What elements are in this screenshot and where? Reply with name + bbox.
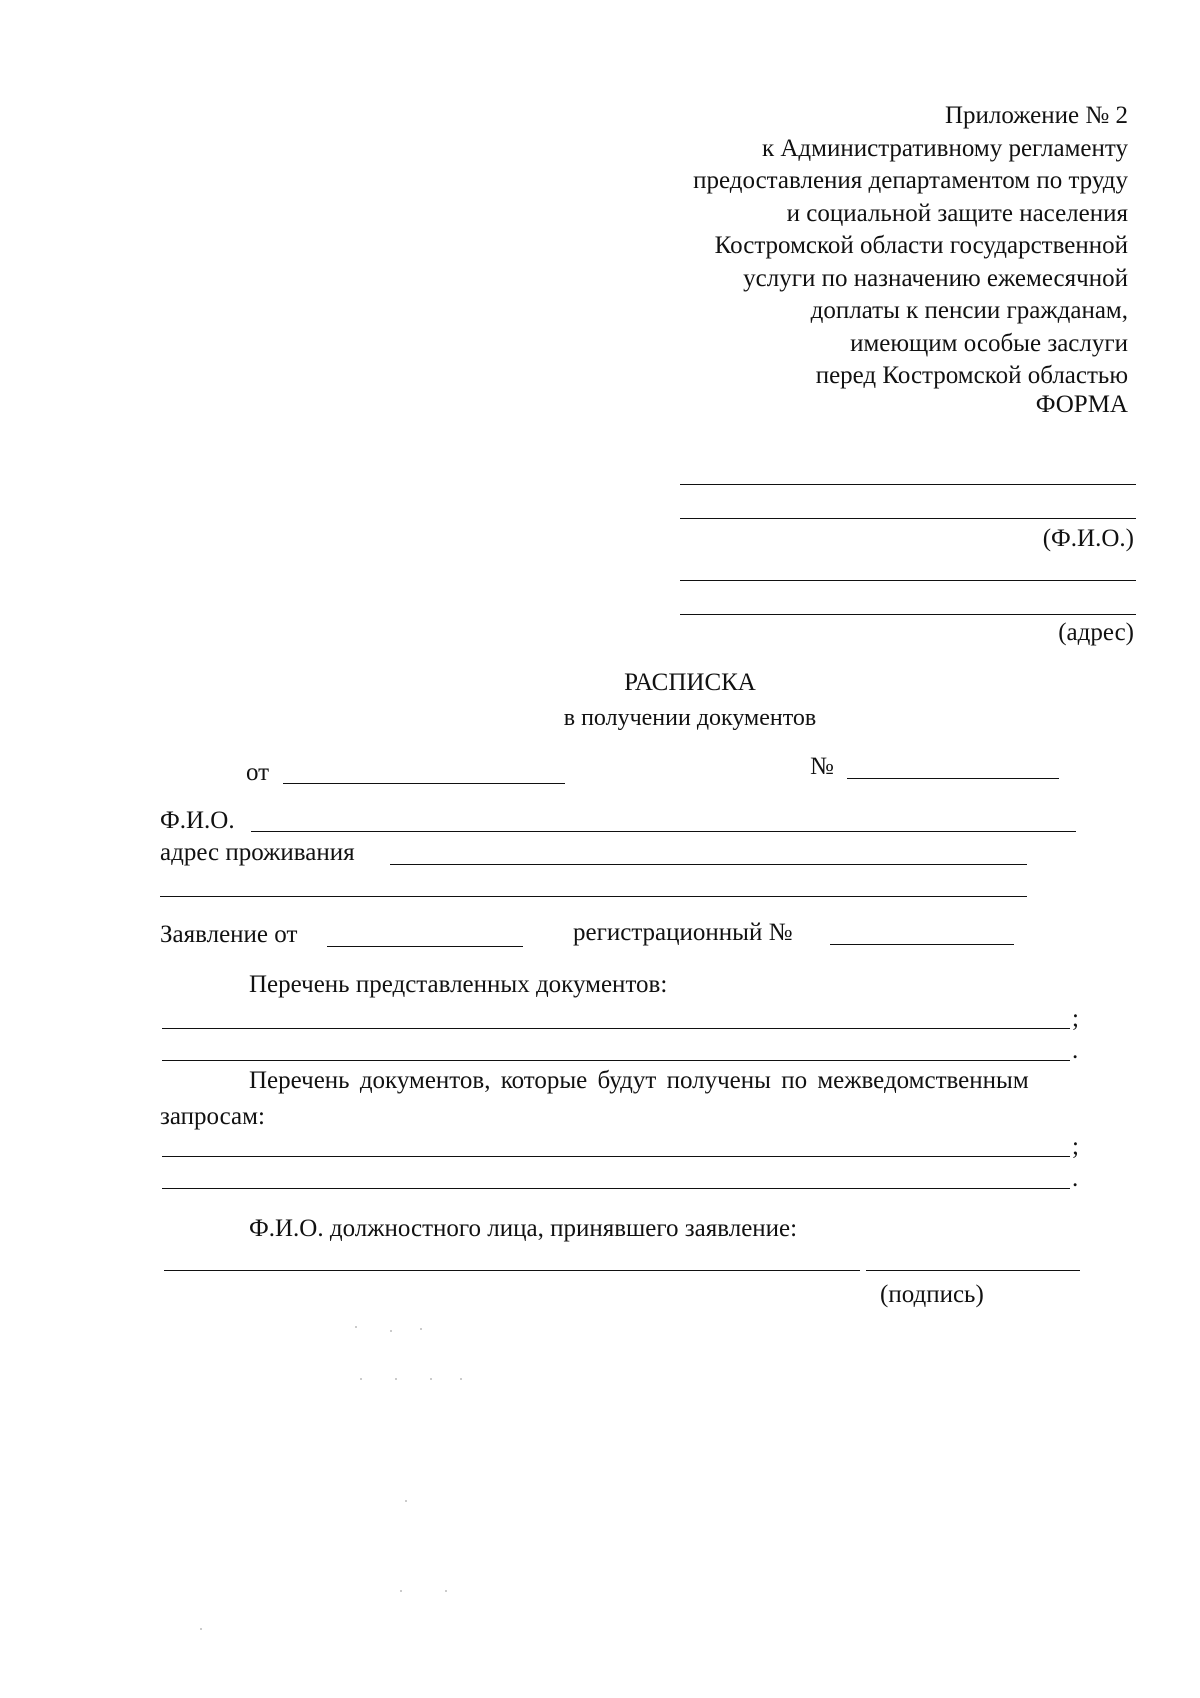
interagency-docs-label-continued: запросам: bbox=[160, 1103, 265, 1130]
from-date-field[interactable] bbox=[283, 783, 565, 784]
header-line: к Административному регламенту bbox=[761, 134, 1128, 162]
scan-speck bbox=[395, 1378, 397, 1380]
submitted-docs-line-2[interactable] bbox=[162, 1060, 1070, 1061]
document-title: РАСПИСКА bbox=[624, 669, 756, 696]
scan-speck bbox=[400, 1590, 402, 1592]
signature-field[interactable] bbox=[866, 1270, 1080, 1271]
interagency-docs-label: Перечень документов, которые будут получены по межведомственным bbox=[249, 1067, 1029, 1094]
scan-speck bbox=[355, 1326, 357, 1328]
signature-caption: (подпись) bbox=[880, 1281, 984, 1308]
scan-speck bbox=[420, 1328, 422, 1330]
scan-speck bbox=[460, 1378, 462, 1380]
header-line: Костромской области государственной bbox=[714, 232, 1128, 259]
fio-caption: (Ф.И.О.) bbox=[1042, 525, 1134, 552]
application-label: Заявление от bbox=[160, 921, 298, 948]
number-field[interactable] bbox=[847, 778, 1059, 779]
reg-number-label: регистрационный № bbox=[573, 919, 793, 946]
header-line: Приложение № 2 bbox=[944, 102, 1128, 129]
reg-number-field[interactable] bbox=[830, 944, 1014, 945]
fio-field[interactable] bbox=[251, 831, 1076, 832]
scan-speck bbox=[360, 1378, 362, 1380]
scan-speck bbox=[430, 1378, 432, 1380]
address-caption: (адрес) bbox=[1058, 619, 1134, 646]
header-line: имеющим особые заслуги bbox=[850, 329, 1128, 357]
interagency-docs-line-1[interactable] bbox=[162, 1156, 1070, 1157]
recipient-fio-line-1[interactable] bbox=[680, 484, 1136, 485]
address-field-continued[interactable] bbox=[160, 896, 1027, 897]
scan-speck bbox=[390, 1330, 392, 1332]
header-line: доплаты к пенсии гражданам, bbox=[810, 297, 1128, 324]
document-subtitle: в получении документов bbox=[563, 705, 817, 731]
period-mark: . bbox=[1072, 1165, 1079, 1192]
period-mark: . bbox=[1072, 1037, 1079, 1064]
from-label: от bbox=[246, 759, 270, 786]
semicolon-mark: ; bbox=[1072, 1133, 1079, 1160]
header-line: и социальной защите населения bbox=[786, 199, 1128, 227]
address-field[interactable] bbox=[390, 864, 1027, 865]
form-label: ФОРМА bbox=[1035, 391, 1128, 418]
scan-speck bbox=[445, 1590, 447, 1592]
address-label: адрес проживания bbox=[160, 839, 355, 866]
scan-speck bbox=[405, 1500, 407, 1502]
official-fio-field[interactable] bbox=[164, 1270, 860, 1271]
header-line: перед Костромской областью bbox=[815, 362, 1128, 389]
recipient-address-line-1[interactable] bbox=[680, 580, 1136, 581]
fio-label: Ф.И.О. bbox=[160, 807, 235, 834]
appendix-header bbox=[568, 100, 1128, 393]
header-line: предоставления департаментом по труду bbox=[693, 167, 1128, 194]
header-line: услуги по назначению ежемесячной bbox=[743, 264, 1128, 292]
recipient-address-line-2[interactable] bbox=[680, 614, 1136, 615]
recipient-fio-line-2[interactable] bbox=[680, 518, 1136, 519]
application-date-field[interactable] bbox=[327, 946, 523, 947]
interagency-docs-line-2[interactable] bbox=[162, 1188, 1070, 1189]
submitted-docs-label: Перечень представленных документов: bbox=[249, 971, 668, 998]
semicolon-mark: ; bbox=[1072, 1005, 1079, 1032]
number-label: № bbox=[810, 753, 834, 780]
submitted-docs-line-1[interactable] bbox=[162, 1028, 1070, 1029]
official-label: Ф.И.О. должностного лица, принявшего заявление: bbox=[249, 1215, 798, 1242]
scan-speck bbox=[200, 1628, 202, 1630]
